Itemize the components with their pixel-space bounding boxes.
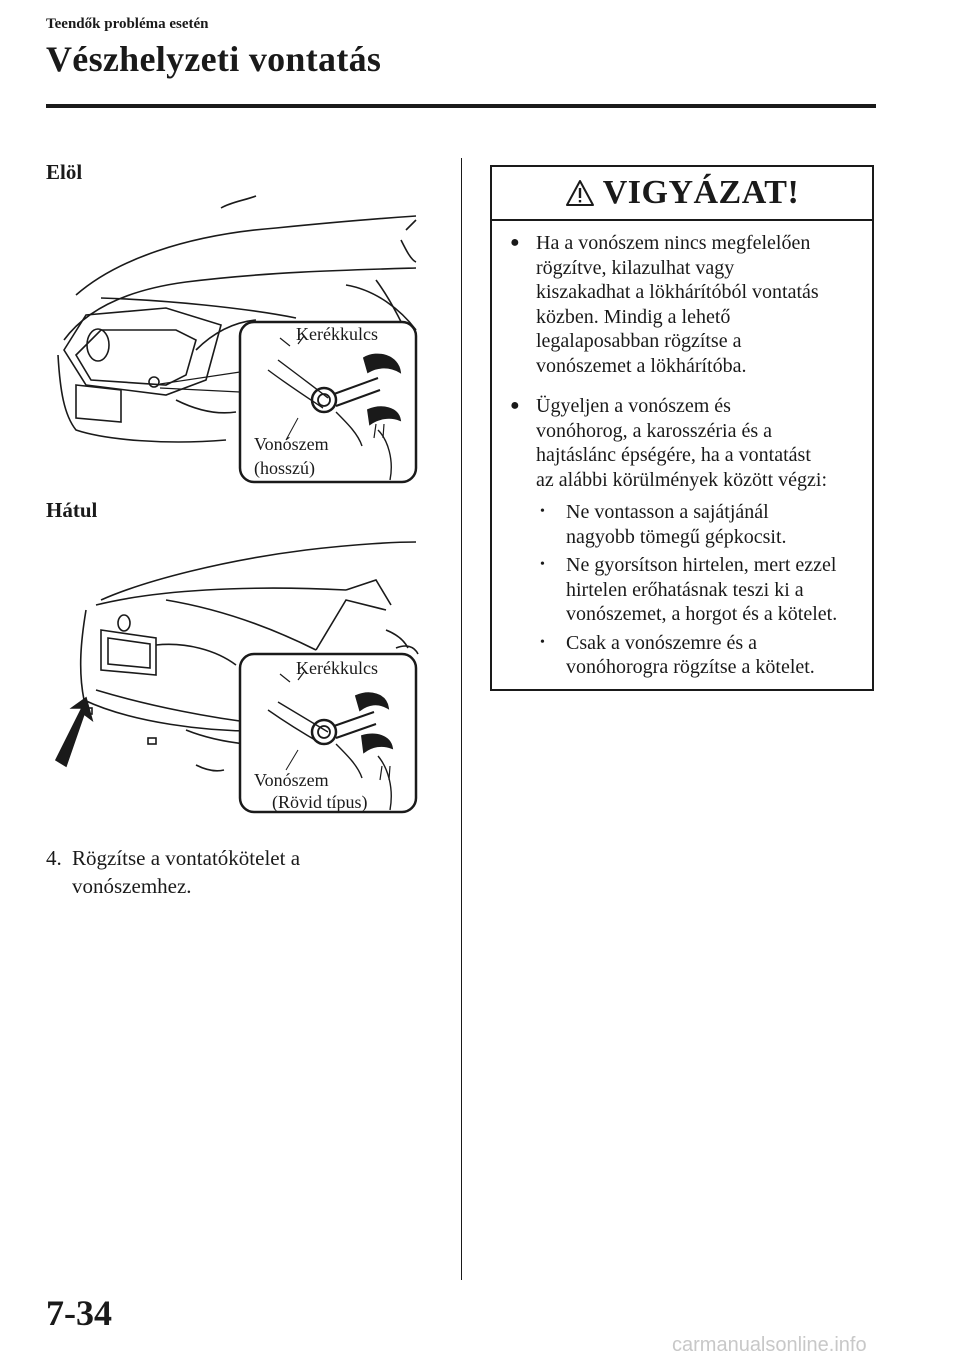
sub-bullet-icon: • (540, 557, 545, 572)
caution-box (490, 165, 874, 691)
column-divider (461, 158, 462, 1280)
caution-subitem-line: vonóhorogra rögzítse a kötelet. (566, 656, 815, 678)
caution-item-1-line: közben. Mindig a lehető (536, 305, 731, 328)
rear-hook-label-line1: Vonószem (254, 770, 329, 790)
rear-heading: Hátul (46, 498, 98, 522)
caution-title: VIGYÁZAT! (602, 174, 800, 211)
bullet-icon: ● (510, 397, 520, 414)
caution-item-1-line: vonószemet a lökhárítóba. (536, 354, 747, 377)
caution-subitem-line: Ne vontasson a sajátjánál (566, 501, 769, 523)
caution-item-2-line: az alábbi körülmények között végzi: (536, 468, 828, 491)
title-rule (46, 104, 876, 108)
page-title: Vészhelyzeti vontatás (46, 39, 382, 79)
page-number: 7-34 (46, 1293, 112, 1333)
caution-item-2 (504, 394, 862, 492)
caution-item-1-line: rögzítve, kilazulhat vagy (536, 256, 735, 279)
caution-subitem-line: hirtelen erőhatásnak teszi ki a (566, 578, 804, 601)
rear-hook-label-line2: (Rövid típus) (272, 792, 368, 812)
caution-subitem-line: Csak a vonószemre és a (566, 631, 758, 654)
caution-item-1-line: legalaposabban rögzítse a (536, 330, 742, 352)
section-label: Teendők probléma esetén (46, 16, 209, 32)
front-heading: Elöl (46, 160, 83, 184)
front-wrench-label: Kerékkulcs (296, 324, 378, 344)
bullet-icon: ● (510, 234, 520, 251)
caution-item-2-line: vonóhorog, a karosszéria és a (536, 419, 773, 442)
step-4 (46, 844, 446, 900)
rear-wrench-label: Kerékkulcs (296, 658, 378, 678)
watermark: carmanualsonline.info (672, 1334, 867, 1356)
sub-bullet-icon: • (540, 634, 545, 650)
caution-item-1-line: kiszakadhat a lökhárítóból vontatás (536, 281, 819, 303)
caution-subitem-2 (530, 553, 862, 627)
caution-subitem-line: Ne gyorsítson hirtelen, mert ezzel (566, 554, 837, 576)
caution-header (492, 167, 872, 221)
rear-detail-callout (238, 652, 418, 814)
caution-subitem-3 (530, 631, 862, 680)
caution-item-1 (504, 231, 862, 378)
step-line2: vonószemhez. (72, 874, 192, 898)
caution-subitem-line: nagyobb tömegű gépkocsit. (566, 525, 787, 548)
caution-item-2-line: hajtáslánc épségére, ha a vontatást (536, 444, 811, 466)
caution-item-2-line: Ügyeljen a vonószem és (536, 395, 731, 417)
sub-bullet-icon: • (540, 504, 545, 519)
front-hook-label-line2: (hosszú) (254, 458, 315, 478)
caution-subitem-1 (530, 500, 862, 549)
caution-body (492, 221, 872, 680)
step-number: 4. (46, 846, 62, 870)
warning-triangle-icon (565, 179, 595, 207)
caution-item-1-line: Ha a vonószem nincs megfelelően (536, 232, 811, 254)
caution-subitem-line: vonószemet, a horgot és a kötelet. (566, 603, 838, 625)
front-hook-label-line1: Vonószem (254, 434, 329, 454)
front-detail-callout (238, 320, 418, 484)
step-line1: Rögzítse a vontatókötelet a (72, 846, 301, 870)
